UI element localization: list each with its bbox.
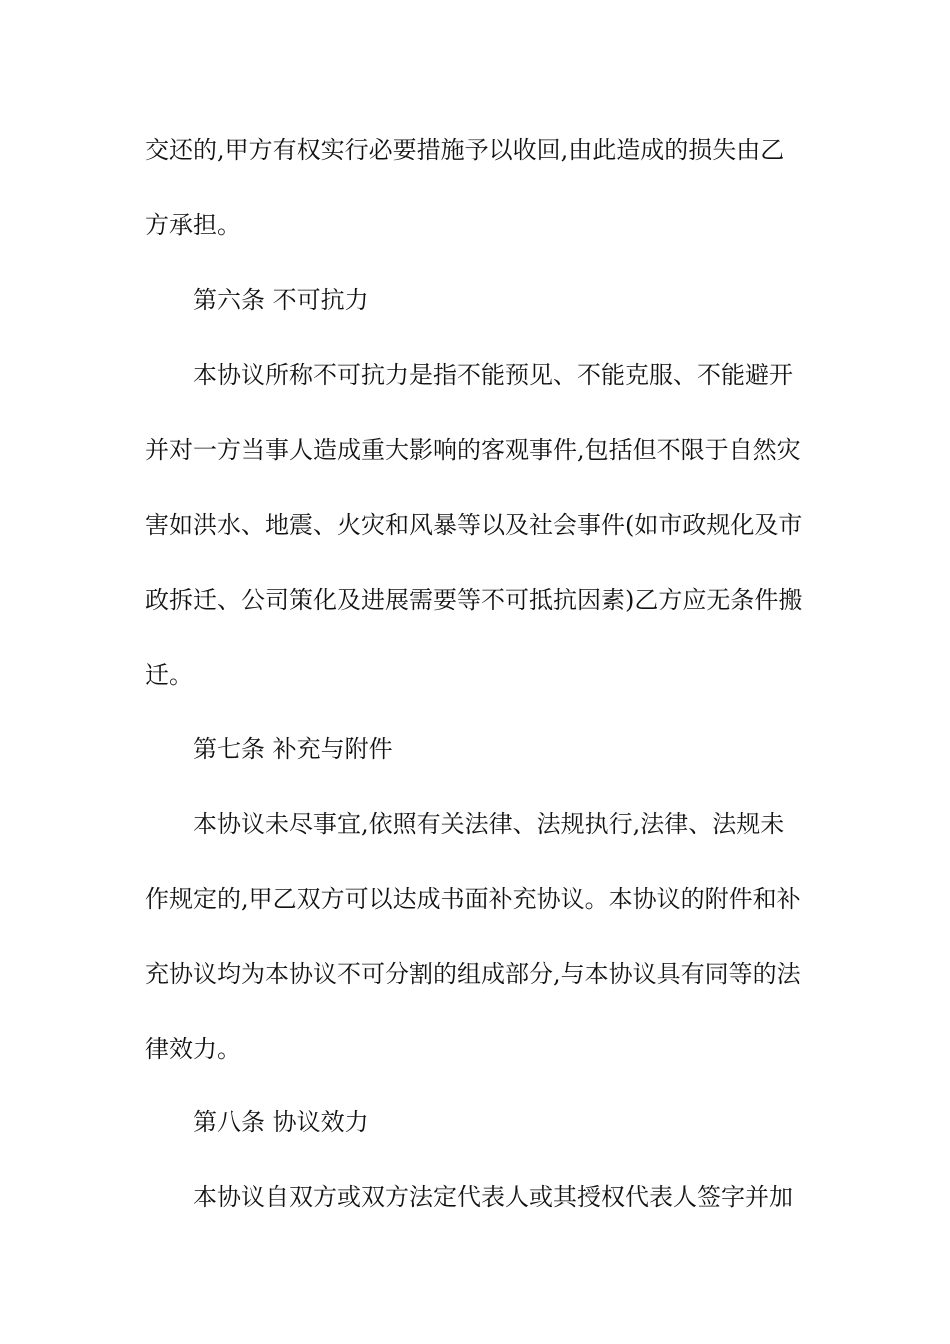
article-heading [0,1102,950,1142]
text-line: 方承担。 [145,211,241,239]
article-title: 第八条 协议效力 [193,1108,369,1136]
article-heading [0,280,950,320]
paragraph-line [0,505,950,545]
paragraph-line [0,355,950,395]
text-line: 害如洪水、地震、火灾和风暴等以及社会事件(如市政规化及市 [145,511,803,539]
text-line: 政拆迁、公司策化及进展需要等不可抵抗因素)乙方应无条件搬 [145,586,803,614]
paragraph-line [0,130,950,170]
article-heading [0,729,950,769]
paragraph-line [0,1029,950,1069]
article-title: 第七条 补充与附件 [193,735,393,763]
paragraph-line [0,954,950,994]
text-line: 作规定的,甲乙双方可以达成书面补充协议。本协议的附件和补 [145,885,801,913]
text-line: 律效力。 [145,1035,241,1063]
paragraph-line [0,580,950,620]
paragraph-line [0,430,950,470]
paragraph-line [0,655,950,695]
article-title: 第六条 不可抗力 [193,286,369,314]
text-line: 本协议自双方或双方法定代表人或其授权代表人签字并加 [193,1183,793,1211]
text-line: 并对一方当事人造成重大影响的客观事件,包括但不限于自然灾 [145,436,801,464]
paragraph-line [0,804,950,844]
text-line: 本协议所称不可抗力是指不能预见、不能克服、不能避开 [193,361,793,389]
paragraph-line [0,879,950,919]
text-line: 本协议未尽事宜,依照有关法律、法规执行,法律、法规未 [193,810,785,838]
paragraph-line [0,205,950,245]
text-line: 充协议均为本协议不可分割的组成部分,与本协议具有同等的法 [145,960,801,988]
text-line: 迁。 [145,661,193,689]
text-line: 交还的,甲方有权实行必要措施予以收回,由此造成的损失由乙 [145,136,785,164]
paragraph-line [0,1177,950,1217]
